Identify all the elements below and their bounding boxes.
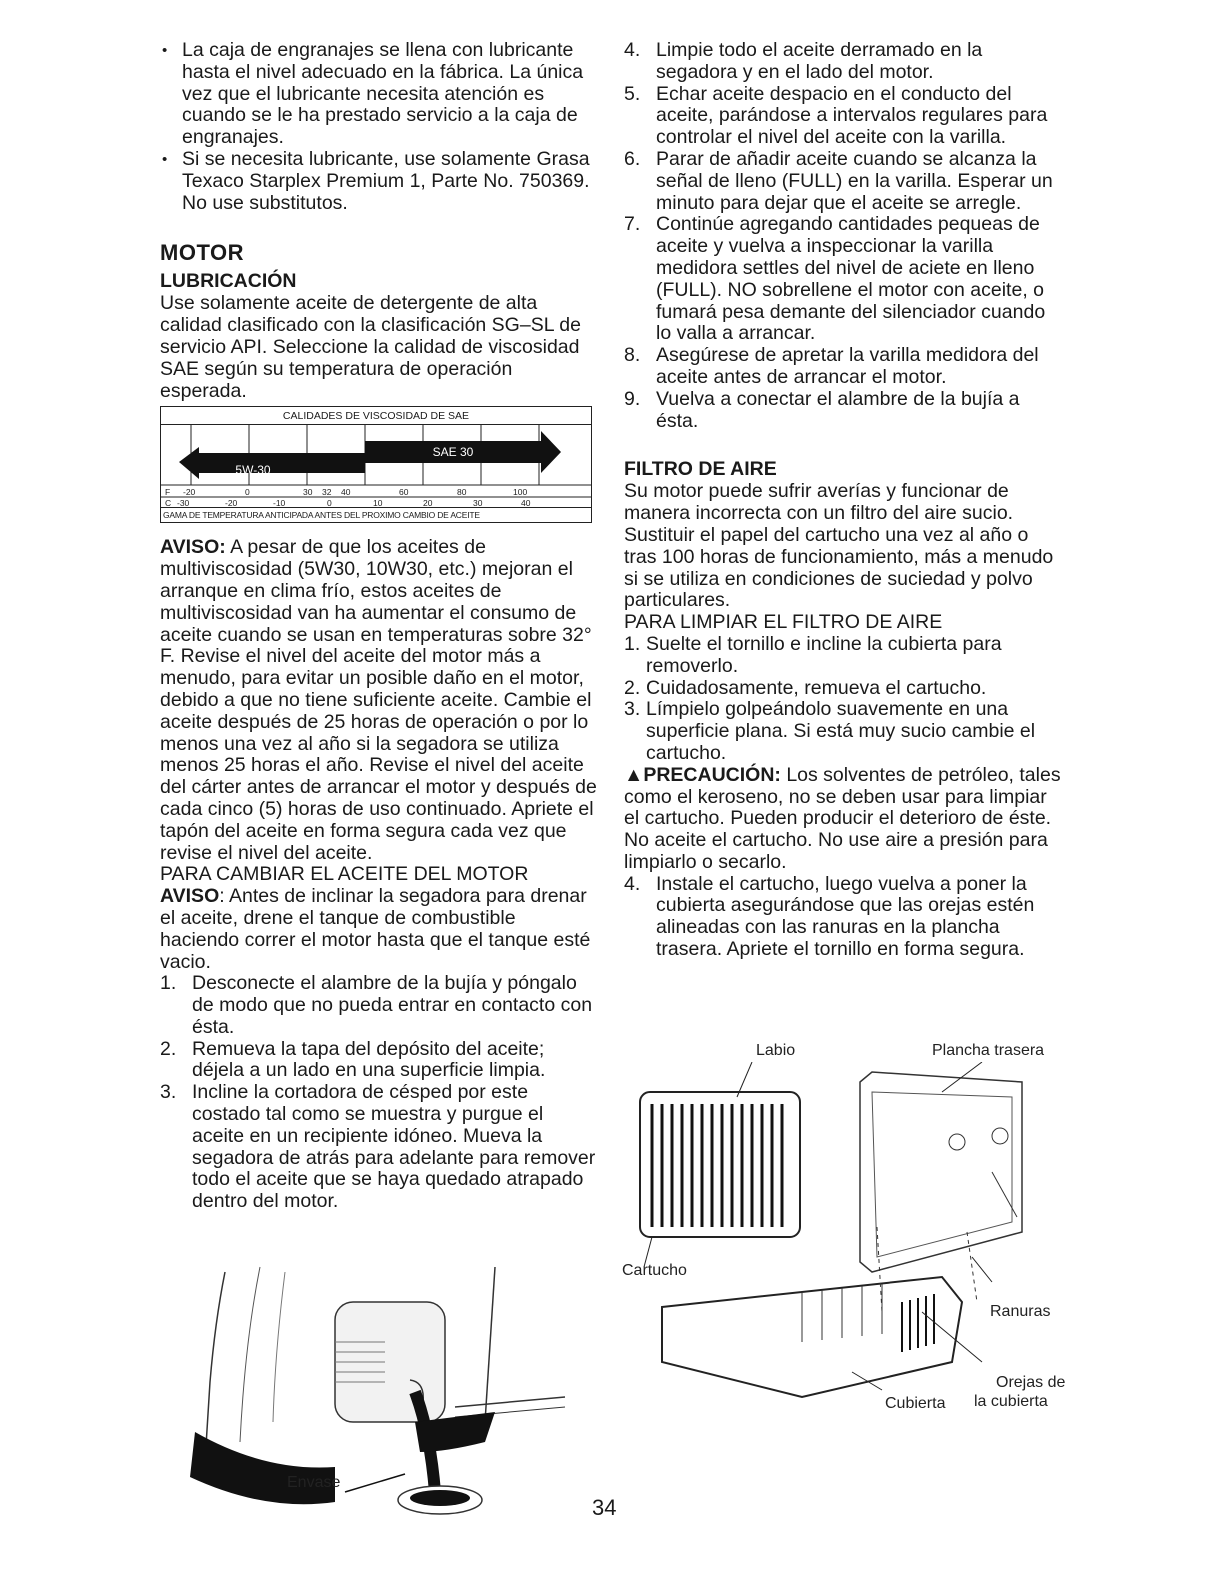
f-ticks	[165, 487, 527, 497]
air-filter-illustration	[622, 1062, 1062, 1422]
lubrication-text: Use solamente aceite de detergente de alta calidad clasificado con la clasificación SG–SL de servicio API. Seleccione la calidad de viscosidad SAE según su temperatura de operación esperada.	[160, 292, 581, 402]
aviso-label: AVISO:	[160, 536, 226, 559]
step-6: 6. Parar de añadir aceite cuando se alcanza la señal de lleno (FULL) en la varilla. Esperar un minuto para dejar que el aceite se arregle.	[624, 147, 1053, 214]
heading-lubricacion: LUBRICACIÓN	[160, 270, 297, 293]
step-5: 5. Echar aceite despacio en el conducto del aceite, parándose a intervalos regulares para controlar el nivel del aceite con la varilla.	[624, 82, 1048, 149]
aviso2-label: AVISO	[160, 885, 220, 908]
chart-footer: GAMA DE TEMPERATURA ANTICIPADA ANTES DEL PROXIMO CAMBIO DE ACEITE	[161, 507, 591, 522]
svg-text:20: 20	[423, 498, 433, 508]
change-oil-heading: PARA CAMBIAR EL ACEITE DEL MOTOR	[160, 863, 529, 886]
aviso-paragraph	[160, 537, 600, 864]
label-envase: Envase	[287, 1474, 341, 1491]
left-column	[160, 40, 600, 1213]
svg-text:F: F	[165, 487, 171, 498]
label-cartucho: Cartucho	[622, 1262, 687, 1279]
heading-filtro-aire: FILTRO DE AIRE	[624, 458, 777, 481]
step-8: 8. Asegúrese de apretar la varilla medidora del aceite antes de arrancar el motor.	[624, 344, 1039, 388]
clean-step-4: 4. Instale el cartucho, luego vuelva a poner la cubierta asegurándose que las orejas estén alineadas con las ranuras en la plancha trasera. Apriete el tornillo en forma segura.	[624, 872, 1035, 961]
step-2: 2. Remueva la tapa del depósito del aceite; déjela a un lado en una superficie limpia.	[160, 1037, 546, 1082]
label-labio: Labio	[756, 1042, 796, 1059]
aviso2-paragraph	[160, 886, 600, 973]
bullet-gearbox: • La caja de engranajes se llena con lubricante hasta el nivel adecuado en la fábrica. La única vez que el lubricante necesita atención es cuando se le ha prestado servicio a la caja de engranajes.	[160, 40, 600, 149]
svg-text:-20: -20	[183, 487, 196, 498]
precaucion-label: PRECAUCIÓN:	[643, 763, 781, 786]
precaucion-text: Los solventes de petróleo, tales como el keroseno, no se deben usar para limpiar el cartucho. Pueden producir el deterioro de éste. No aceite el cartucho. No use aire a presión para limpiarlo o secarlo.	[624, 763, 1061, 873]
clean-step-2: 2. Cuidadosamente, remueva el cartucho.	[624, 676, 987, 699]
svg-text:-30: -30	[177, 498, 190, 508]
warning-triangle-icon: ▲	[624, 763, 644, 786]
step-3: 3. Incline la cortadora de césped por este costado tal como se muestra y purgue el aceite en un recipiente idóneo. Mueva la segadora de atrás para adelante para remover todo el aceite que se haya quedado atrapado dentro del motor.	[160, 1081, 596, 1213]
bullet-lubricant: • Si se necesita lubricante, use solamente Grasa Texaco Starplex Premium 1, Parte No. 750369. No use substitutos.	[160, 149, 600, 214]
svg-text:C: C	[165, 498, 172, 508]
sae30-label: SAE 30	[432, 445, 474, 460]
viscosity-chart	[160, 406, 592, 523]
aviso2-text: : Antes de inclinar la segadora para drenar el aceite, drene el tanque de combustible haciendo correr el motor hasta que el tanque esté vacio.	[160, 885, 591, 973]
step-9: 9. Vuelva a conectar el alambre de la bujía a ésta.	[624, 387, 1020, 432]
label-plancha-trasera: Plancha trasera	[932, 1042, 1045, 1059]
right-column	[624, 40, 1064, 961]
clean-step-3: 3. Límpielo golpeándolo suavemente en una superficie plana. Si está muy sucio cambie el cartucho.	[624, 698, 1036, 764]
svg-text:60: 60	[399, 487, 409, 498]
clean-step-1: 1. Suelte el tornillo e incline la cubierta para removerlo.	[624, 632, 1002, 677]
svg-text:100: 100	[513, 487, 528, 498]
svg-text:32: 32	[322, 487, 332, 498]
heading-motor: MOTOR	[160, 240, 244, 266]
filter-text: Su motor puede sufrir averías y funcionar de manera incorrecta con un filtro del aire sucio. Sustituir el papel del cartucho una vez al año o tras 100 horas de funcionamiento, más a menudo si se utiliza en condiciones de suciedad y polvo particulares.	[624, 480, 1054, 612]
c-ticks	[165, 498, 531, 507]
svg-text:30: 30	[303, 487, 313, 498]
precaucion-paragraph	[624, 765, 1064, 874]
label-cubierta: Cubierta	[885, 1395, 946, 1412]
svg-text:0: 0	[245, 487, 250, 498]
chart-plot	[161, 425, 591, 507]
svg-text:30: 30	[473, 498, 483, 508]
clean-filter-heading: PARA LIMPIAR EL FILTRO DE AIRE	[624, 611, 943, 634]
svg-text:-20: -20	[225, 498, 238, 508]
svg-text:0: 0	[327, 498, 332, 508]
label-ranuras: Ranuras	[990, 1303, 1051, 1320]
svg-text:40: 40	[341, 487, 351, 498]
svg-text:80: 80	[457, 487, 467, 498]
step-1: 1. Desconecte el alambre de la bujía y póngalo de modo que no pueda entrar en contacto con ésta.	[160, 972, 593, 1038]
step-4: 4. Limpie todo el aceite derramado en la segadora y en el lado del motor.	[624, 39, 983, 83]
aviso-text: A pesar de que los aceites de multiviscosidad (5W30, 10W30, etc.) mejoran el arranque en clima frío, estos aceites de multiviscosidad van ha aumentar el consumo de aceite cuando se usan en temperaturas sobre 32° F. Revise el nivel del aceite del motor más a menudo, para evitar un posible daño en el motor, debido a que no tiene suficiente aceite. Cambie el aceite después de 25 horas de operación o por lo menos una vez al año si la segadora se utiliza menos 25 horas el año. Revise el nivel del aceite del cárter antes de arrancar el motor y después de cada cinco (5) horas de uso continuado. Apriete el tapón del aceite en forma segura cada vez que revise el nivel del aceite.	[160, 536, 597, 864]
svg-text:40: 40	[521, 498, 531, 508]
5w30-label: 5W-30	[235, 463, 271, 478]
page-number: 34	[592, 1495, 617, 1520]
5w30-bar	[179, 447, 365, 479]
oil-drain-illustration	[185, 1262, 575, 1532]
label-orejas-2: la cubierta	[974, 1393, 1048, 1410]
step-7: 7. Continúe agregando cantidades pequeas de aceite y vuelva a inspeccionar la varilla medidora settles del nivel de aciete en lleno (FULL). NO sobrellene el motor con aceite, o fumará pesa demante del silenciador cuando lo valla a arrancar.	[624, 213, 1046, 345]
svg-text:-10: -10	[273, 498, 286, 508]
svg-text:10: 10	[373, 498, 383, 508]
label-orejas-1: Orejas de	[996, 1374, 1066, 1391]
chart-caption: CALIDADES DE VISCOSIDAD DE SAE	[161, 407, 591, 425]
